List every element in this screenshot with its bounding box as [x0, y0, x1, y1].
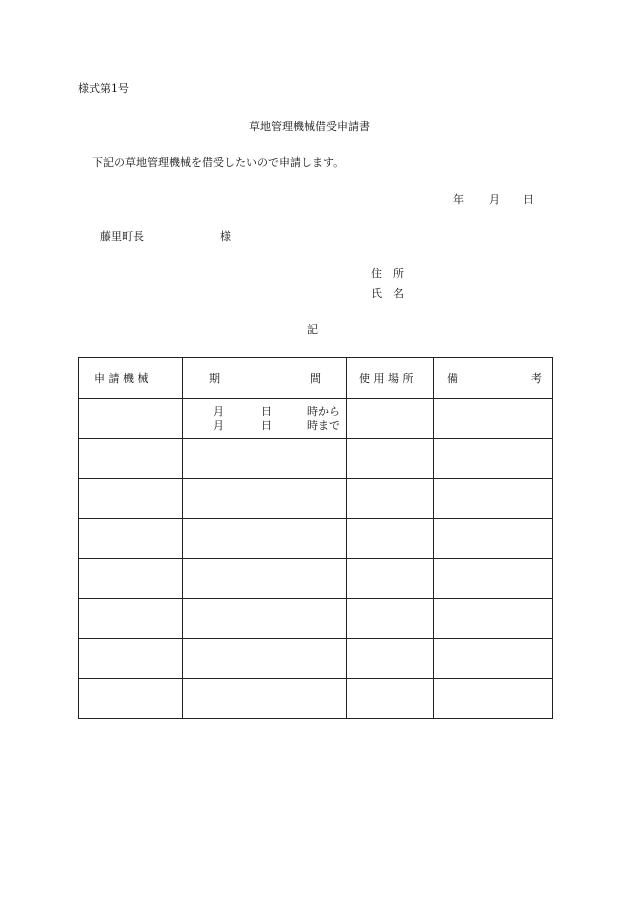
period-cell[interactable]	[183, 559, 347, 599]
remarks-cell[interactable]	[434, 479, 553, 519]
place-cell[interactable]	[347, 439, 434, 479]
remarks-cell[interactable]	[434, 439, 553, 479]
period-cell[interactable]	[183, 639, 347, 679]
place-cell[interactable]	[347, 599, 434, 639]
remarks-cell[interactable]	[434, 599, 553, 639]
header-period-char-1: 期	[209, 372, 220, 385]
address-label: 住 所	[371, 267, 404, 280]
period-from-time: 時から	[307, 405, 340, 418]
place-cell[interactable]	[347, 519, 434, 559]
remarks-cell[interactable]	[434, 679, 553, 719]
place-cell[interactable]	[347, 679, 434, 719]
period-to-day: 日	[261, 419, 272, 432]
machine-cell[interactable]	[79, 399, 183, 439]
addressee-honorific: 様	[220, 230, 231, 243]
header-remarks	[434, 358, 553, 399]
place-cell[interactable]	[347, 639, 434, 679]
machine-cell[interactable]	[79, 599, 183, 639]
period-to-month: 月	[213, 419, 224, 432]
date-year: 年	[453, 193, 464, 206]
place-cell[interactable]	[347, 399, 434, 439]
table-row	[79, 559, 553, 599]
table-row	[79, 519, 553, 559]
date-month: 月	[489, 193, 500, 206]
machine-cell[interactable]	[79, 639, 183, 679]
header-period	[183, 358, 347, 399]
period-cell[interactable]	[183, 679, 347, 719]
period-cell[interactable]	[183, 399, 347, 439]
period-cell[interactable]	[183, 439, 347, 479]
addressee-name: 藤里町長	[100, 230, 144, 243]
intro-text: 下記の草地管理機械を借受したいので申請します。	[92, 156, 345, 169]
header-period-char-2: 間	[310, 372, 321, 385]
machine-cell[interactable]	[79, 479, 183, 519]
document-title: 草地管理機械借受申請書	[249, 120, 370, 133]
period-to-time: 時まで	[307, 419, 340, 432]
name-label: 氏 名	[371, 287, 404, 300]
table-row	[79, 399, 553, 439]
table-header-row	[79, 358, 553, 399]
header-place	[347, 358, 434, 399]
place-cell[interactable]	[347, 479, 434, 519]
table-row	[79, 679, 553, 719]
remarks-cell[interactable]	[434, 639, 553, 679]
remarks-cell[interactable]	[434, 519, 553, 559]
period-cell[interactable]	[183, 519, 347, 559]
table-row	[79, 479, 553, 519]
period-cell[interactable]	[183, 599, 347, 639]
period-cell[interactable]	[183, 479, 347, 519]
table-row	[79, 599, 553, 639]
header-remarks-char-1: 備	[447, 372, 458, 385]
table-row	[79, 639, 553, 679]
machine-cell[interactable]	[79, 679, 183, 719]
remarks-cell[interactable]	[434, 399, 553, 439]
form-number: 様式第1号	[78, 82, 129, 95]
period-from-day: 日	[261, 405, 272, 418]
machine-cell[interactable]	[79, 559, 183, 599]
application-table	[78, 357, 553, 719]
header-remarks-char-2: 考	[531, 372, 542, 385]
table-row	[79, 439, 553, 479]
machine-cell[interactable]	[79, 519, 183, 559]
remarks-cell[interactable]	[434, 559, 553, 599]
ki-label: 記	[307, 323, 318, 336]
place-cell[interactable]	[347, 559, 434, 599]
header-machine-label: 申 請 機 械	[94, 372, 149, 385]
date-day: 日	[523, 193, 534, 206]
header-place-label: 使 用 場 所	[359, 372, 414, 385]
header-machine	[79, 358, 183, 399]
period-from-month: 月	[213, 405, 224, 418]
machine-cell[interactable]	[79, 439, 183, 479]
